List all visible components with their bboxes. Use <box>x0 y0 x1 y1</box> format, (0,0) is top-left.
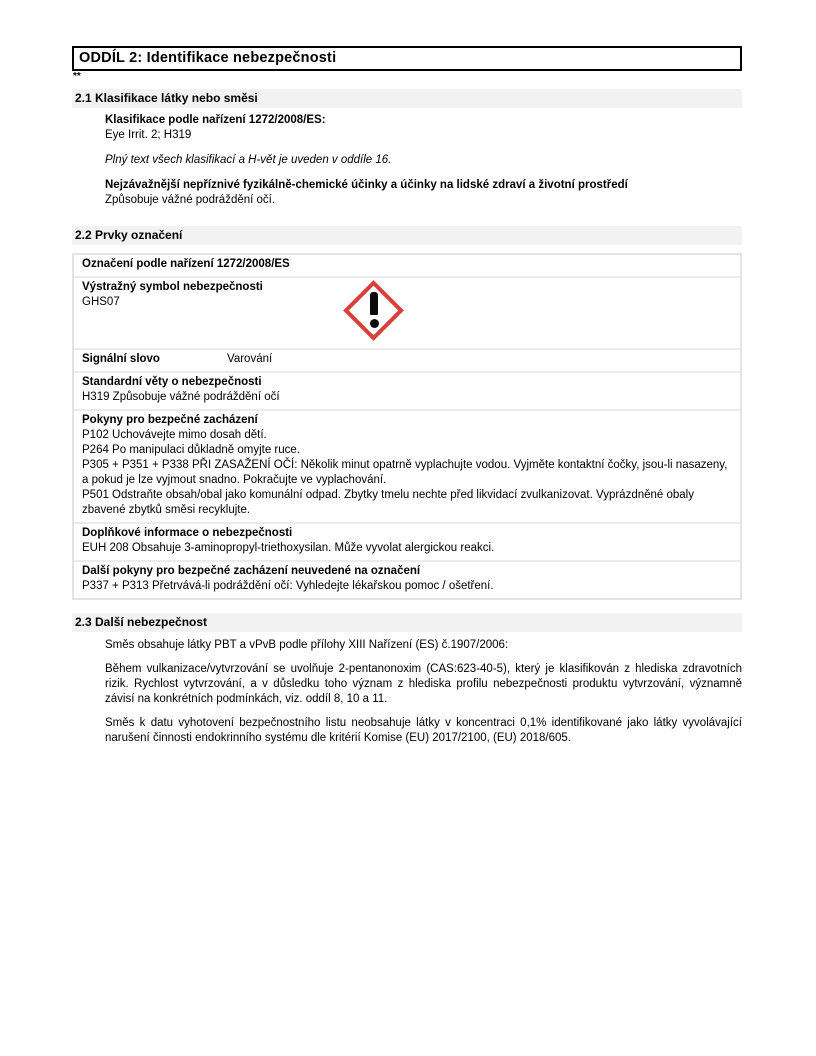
precautionary-statement: P501 Odstraňte obsah/obal jako komunální odpad. Zbytky tmelu nechte před likvidací zvulkanizovat. Vyprázdněné obaly zbavené zbytků směsi recyklujte. <box>82 489 694 516</box>
subsection-heading-2-1: 2.1 Klasifikace látky nebo směsi <box>72 89 742 108</box>
pictogram-code: GHS07 <box>82 296 120 308</box>
precautionary-statement: P305 + P351 + P338 PŘI ZASAŽENÍ OČÍ: Několik minut opatrně vyplachujte vodou. Vyjměte kontaktní čočky, jsou-li nasazeny, a pokud je lze vyjmout snadno. Pokračujte ve vyplachování. <box>82 459 728 486</box>
signal-word-label: Signální slovo <box>82 353 160 365</box>
exclamation-dot <box>370 319 379 328</box>
classification-regulation-label: Klasifikace podle nařízení 1272/2008/ES: <box>105 114 326 126</box>
curing-hazard-paragraph: Během vulkanizace/vytvrzování se uvolňuje 2-pentanonoxim (CAS:623-40-5), který je klasifikován z hlediska zdravotních rizik. Rychlost vytvrzování, a v důsledku toho význam z hlediska profilu nebezpečnosti produktu vytvrzování, významně závisí na konkrétních podmínkách, viz. oddíl 8, 10 a 11. <box>105 663 742 705</box>
classification-note: Plný text všech klasifikací a H-vět je uveden v oddíle 16. <box>105 154 392 166</box>
section-2-content <box>72 46 742 746</box>
subsection-2-1-body <box>105 113 742 208</box>
adverse-effects-text: Způsobuje vážné podráždění očí. <box>105 194 276 206</box>
section-title: ODDÍL 2: Identifikace nebezpečnosti <box>72 46 742 71</box>
hazard-statements-label: Standardní věty o nebezpečnosti <box>82 376 262 388</box>
hazard-statement: H319 Způsobuje vážné podráždění očí <box>82 391 280 403</box>
precautionary-statement: P264 Po manipulaci důkladně omyjte ruce. <box>82 444 300 456</box>
labelling-table <box>72 253 742 600</box>
hazard-pictogram-label: Výstražný symbol nebezpečnosti <box>82 281 263 293</box>
labelling-regulation-header: Označení podle nařízení 1272/2008/ES <box>82 258 290 270</box>
pictogram-row <box>74 276 740 348</box>
endocrine-disruptor-paragraph: Směs k datu vyhotovení bezpečnostního listu neobsahuje látky v koncentraci 0,1% identifikované jako látky vyvolávající narušení činnosti endokrinního systému dle kritérií Komise (EU) 2017/2100, (EU) 2018/605. <box>105 717 742 744</box>
hazard-statements-row <box>74 371 740 409</box>
precautionary-statement: P102 Uchovávejte mimo dosah dětí. <box>82 429 267 441</box>
classification-value: Eye Irrit. 2; H319 <box>105 129 192 141</box>
adverse-effects-heading: Nejzávažnější nepříznivé fyzikálně-chemické účinky a účinky na lidské zdraví a životní prostředí <box>105 179 628 191</box>
signal-word-value: Varování <box>227 353 273 365</box>
ghs07-pictogram-icon <box>342 279 406 343</box>
revision-marker: ** <box>73 71 81 82</box>
other-statement: P337 + P313 Přetrvává-li podráždění očí: Vyhledejte lékařskou pomoc / ošetření. <box>82 580 494 592</box>
other-instructions-row <box>74 560 740 598</box>
subsection-heading-2-3: 2.3 Další nebezpečnost <box>72 613 742 632</box>
signal-word-row <box>74 348 740 371</box>
exclamation-bar <box>370 292 378 315</box>
supplemental-info-row <box>74 522 740 560</box>
supplemental-statement: EUH 208 Obsahuje 3-aminopropyl-triethoxysilan. Může vyvolat alergickou reakci. <box>82 542 495 554</box>
subsection-2-3-body <box>105 638 742 746</box>
subsection-heading-2-2: 2.2 Prvky označení <box>72 226 742 245</box>
precautionary-label: Pokyny pro bezpečné zacházení <box>82 414 258 426</box>
precautionary-statements-row <box>74 409 740 522</box>
other-instructions-label: Další pokyny pro bezpečné zacházení neuvedené na označení <box>82 565 421 577</box>
supplemental-info-label: Doplňkové informace o nebezpečnosti <box>82 527 293 539</box>
pbt-vpvb-paragraph: Směs obsahuje látky PBT a vPvB podle přílohy XIII Nařízení (ES) č.1907/2006: <box>105 639 509 651</box>
